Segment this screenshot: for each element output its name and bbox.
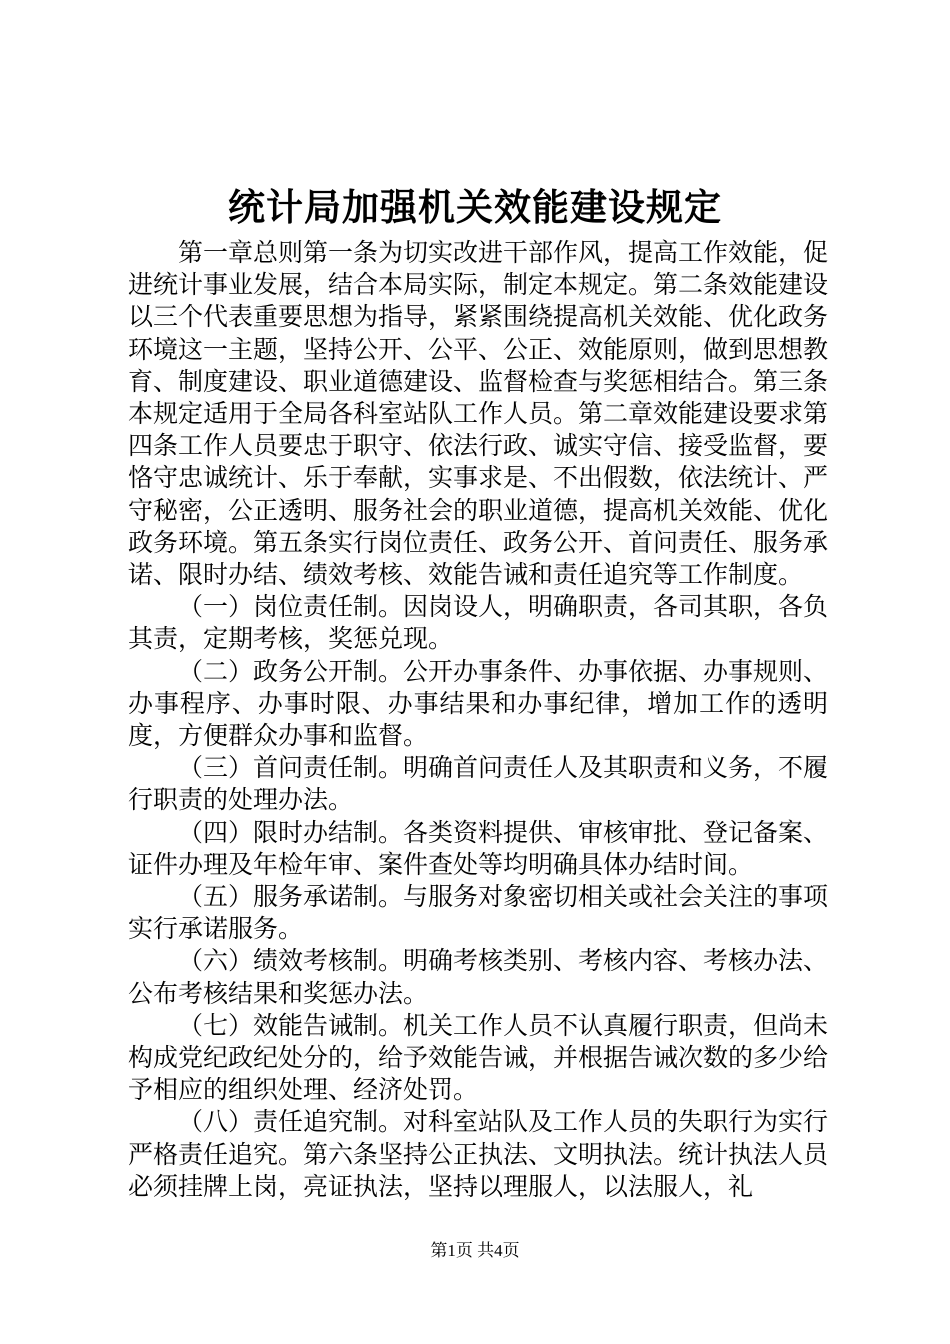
paragraph-item-6: （六）绩效考核制。明确考核类别、考核内容、考核办法、公布考核结果和奖惩办法。: [128, 946, 829, 1008]
paragraph-item-4: （四）限时办结制。各类资料提供、审核审批、登记备案、证件办理及年检年审、案件查处等均明确具体办结时间。: [128, 817, 829, 879]
paragraph-item-8: （八）责任追究制。对科室站队及工作人员的失职行为实行严格责任追究。第六条坚持公正执法、文明执法。统计执法人员必须挂牌上岗，亮证执法，坚持以理服人，以法服人，礼: [128, 1107, 829, 1201]
document-body: [128, 237, 828, 1203]
paragraph-item-5: （五）服务承诺制。与服务对象密切相关或社会关注的事项实行承诺服务。: [128, 882, 829, 944]
paragraph-item-3: （三）首问责任制。明确首问责任人及其职责和义务，不履行职责的处理办法。: [128, 753, 829, 815]
page-number-footer: 第1页 共4页: [430, 1241, 520, 1260]
paragraph-general-provisions: 第一章总则第一条为切实改进干部作风，提高工作效能，促进统计事业发展，结合本局实际，制定本规定。第二条效能建设以三个代表重要思想为指导，紧紧围绕提高机关效能、优化政务环境这一主题，坚持公开、公平、公正、效能原则，做到思想教育、制度建设、职业道德建设、监督检查与奖惩相结合。第三条本规定适用于全局各科室站队工作人员。第二章效能建设要求第四条工作人员要忠于职守、依法行政、诚实守信、接受监督，要恪守忠诚统计、乐于奉献，实事求是、不出假数，依法统计、严守秘密，公正透明、服务社会的职业道德，提高机关效能、优化政务环境。第五条实行岗位责任、政务公开、首问责任、服务承诺、限时办结、绩效考核、效能告诫和责任追究等工作制度。: [128, 238, 829, 590]
paragraph-item-2: （二）政务公开制。公开办事条件、办事依据、办事规则、办事程序、办事时限、办事结果和办事纪律，增加工作的透明度，方便群众办事和监督。: [128, 656, 829, 751]
paragraph-item-7: （七）效能告诫制。机关工作人员不认真履行职责，但尚未构成党纪政纪处分的，给予效能告诫，并根据告诫次数的多少给予相应的组织处理、经济处罚。: [128, 1010, 829, 1105]
paragraph-item-1: （一）岗位责任制。因岗设人，明确职责，各司其职，各负其责，定期考核，奖惩兑现。: [128, 592, 829, 654]
document-title: 统计局加强机关效能建设规定: [228, 185, 722, 229]
